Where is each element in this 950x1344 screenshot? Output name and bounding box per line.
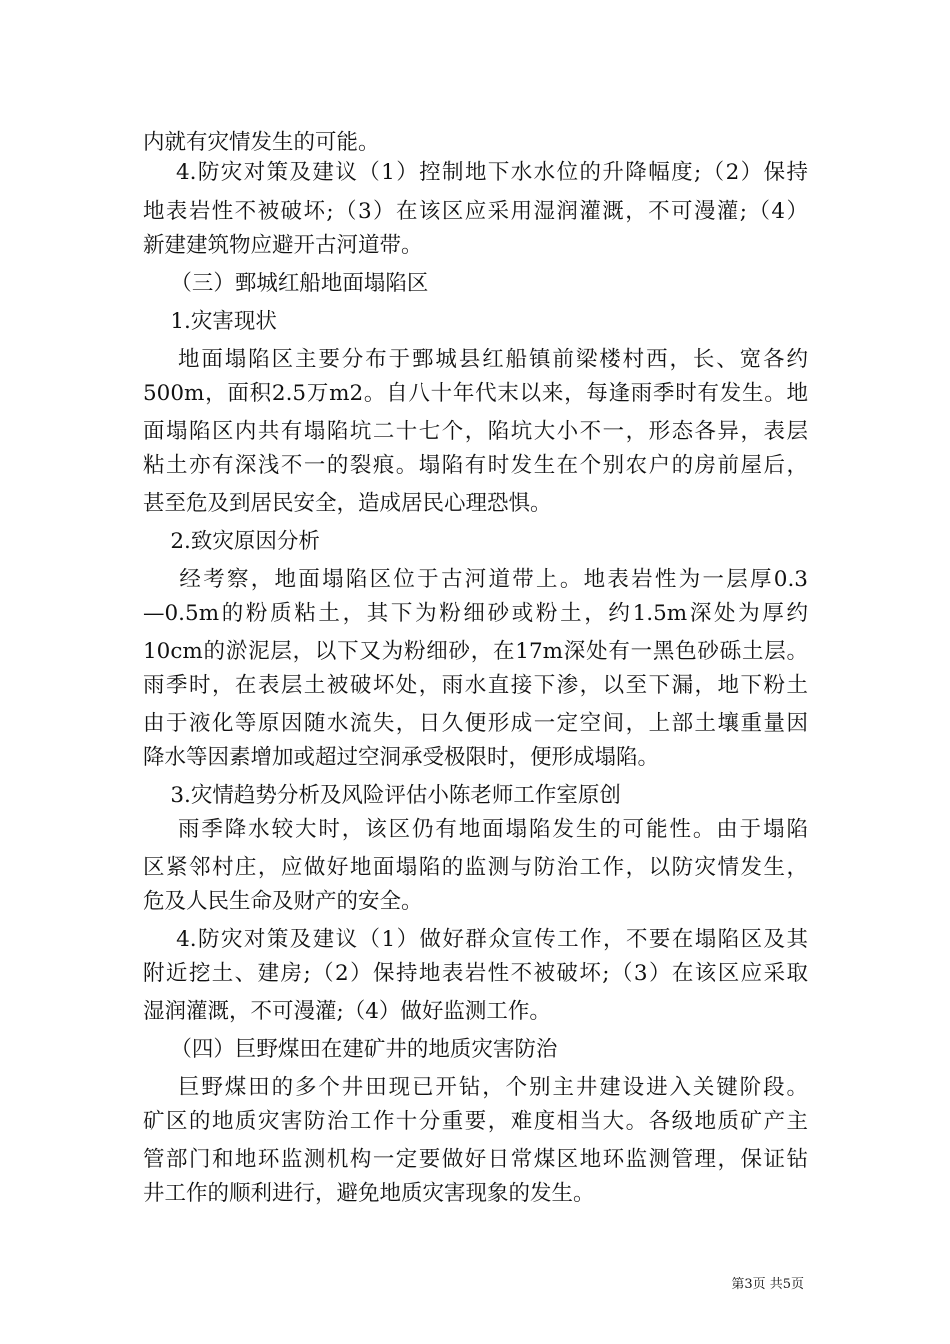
text-line: 降水等因素增加或超过空洞承受极限时，便形成塌陷。 <box>143 745 660 770</box>
page-number: 第3页 共5页 <box>731 1277 804 1292</box>
text-line: 面塌陷区内共有塌陷坑二十七个，陷坑大小不一，形态各异，表层 <box>143 419 808 444</box>
text-line: 4.防灾对策及建议（1）做好群众宣传工作，不要在塌陷区及其 <box>143 927 808 952</box>
text-line: 地面塌陷区主要分布于鄄城县红船镇前梁楼村西，长、宽各约 <box>143 347 808 372</box>
text-line: 井工作的顺利进行，避免地质灾害现象的发生。 <box>143 1181 595 1206</box>
text-line: 3.灾情趋势分析及风险评估小陈老师工作室原创 <box>143 783 621 808</box>
text-line: 附近挖土、建房;（2）保持地表岩性不被破坏;（3）在该区应采取 <box>143 961 808 986</box>
text-line: 500m，面积2.5万m2。自八十年代末以来，每逢雨季时有发生。地 <box>143 381 808 406</box>
text-line: 4.防灾对策及建议（1）控制地下水水位的升降幅度;（2）保持 <box>143 160 808 185</box>
text-line: 粘土亦有深浅不一的裂痕。塌陷有时发生在个别农户的房前屋后， <box>143 453 808 478</box>
text-line: 地表岩性不被破坏;（3）在该区应采用湿润灌溉，不可漫灌;（4） <box>143 199 808 224</box>
text-line: 新建建筑物应避开古河道带。 <box>143 233 423 258</box>
text-line: 危及人民生命及财产的安全。 <box>143 889 423 914</box>
text-line: 由于液化等原因随水流失，日久便形成一定空间，上部土壤重量因 <box>143 711 808 736</box>
text-line: 2.致灾原因分析 <box>143 529 320 554</box>
text-line: 甚至危及到居民安全，造成居民心理恐惧。 <box>143 491 552 516</box>
text-line: 湿润灌溉，不可漫灌;（4）做好监测工作。 <box>143 999 551 1024</box>
text-line: 区紧邻村庄，应做好地面塌陷的监测与防治工作，以防灾情发生， <box>143 855 808 880</box>
text-line: 巨野煤田的多个井田现已开钻，个别主井建设进入关键阶段。 <box>143 1075 808 1100</box>
text-line: —0.5m的粉质粘土，其下为粉细砂或粉土，约1.5m深处为厚约 <box>143 601 808 626</box>
text-line: 内就有灾情发生的可能。 <box>143 130 380 155</box>
text-line: 1.灾害现状 <box>143 309 277 334</box>
text-line: （四）巨野煤田在建矿井的地质灾害防治 <box>143 1037 558 1062</box>
text-line: 雨季降水较大时，该区仍有地面塌陷发生的可能性。由于塌陷 <box>143 817 808 842</box>
text-line: 雨季时，在表层土被破坏处，雨水直接下渗，以至下漏，地下粉土 <box>143 673 808 698</box>
text-line: 矿区的地质灾害防治工作十分重要，难度相当大。各级地质矿产主 <box>143 1109 808 1134</box>
text-line: 经考察，地面塌陷区位于古河道带上。地表岩性为一层厚0.3 <box>143 567 808 592</box>
text-line: 管部门和地环监测机构一定要做好日常煤区地环监测管理，保证钻 <box>143 1147 808 1172</box>
text-line: 10cm的淤泥层，以下又为粉细砂，在17m深处有一黑色砂砾土层。 <box>143 639 808 664</box>
text-line: （三）鄄城红船地面塌陷区 <box>143 271 429 296</box>
